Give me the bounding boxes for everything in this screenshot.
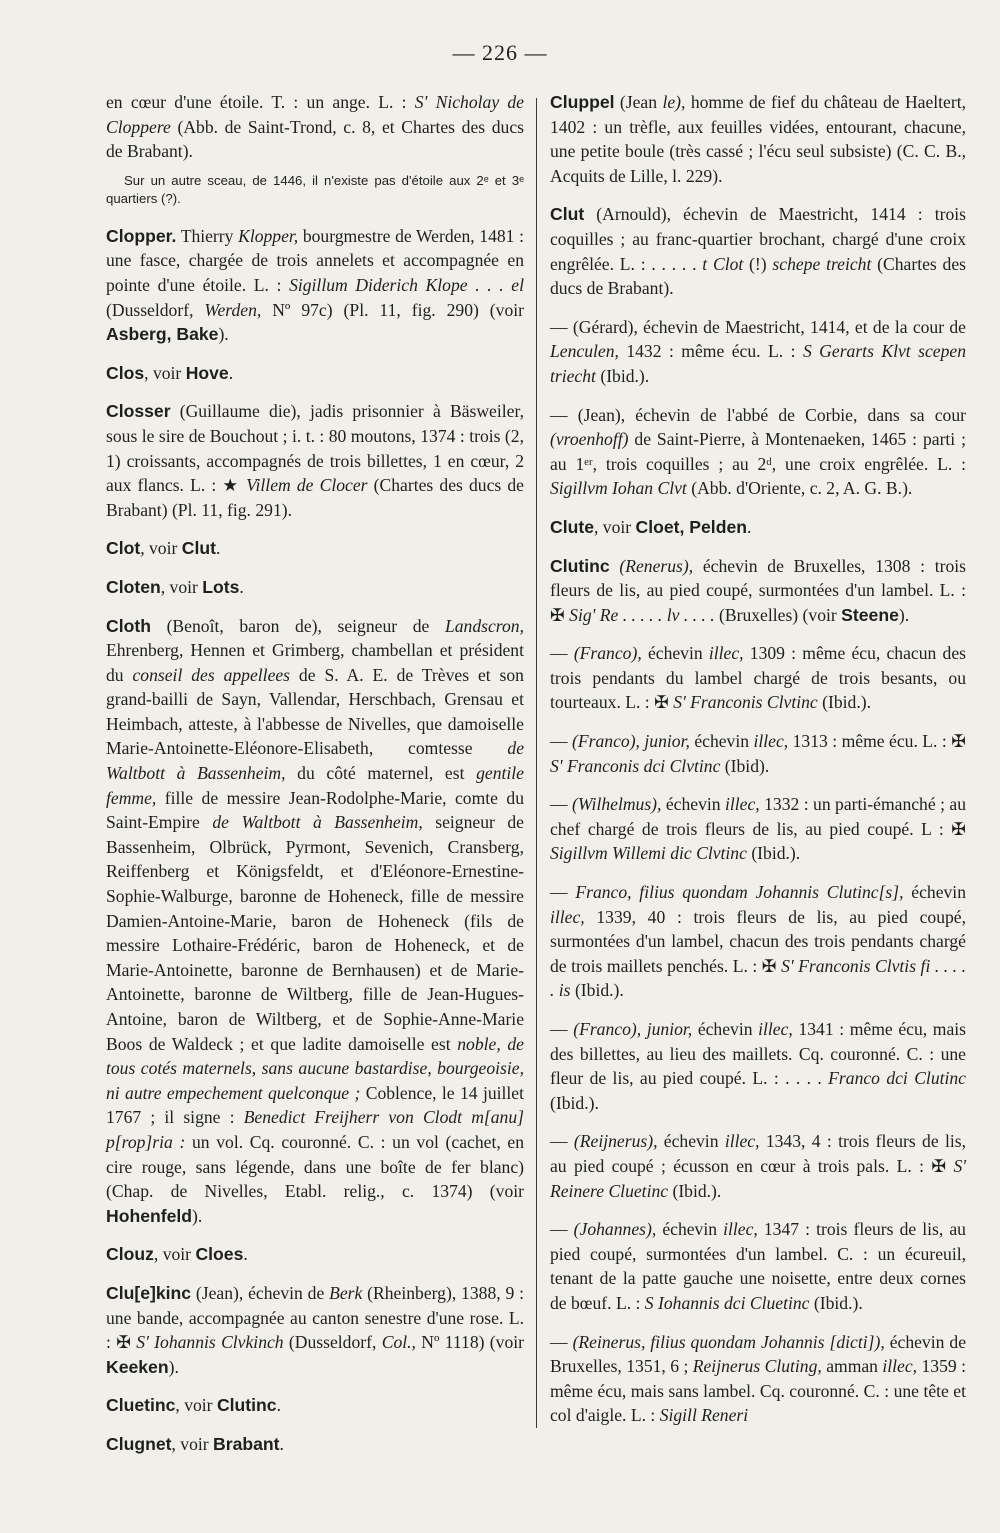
entry-text: .	[279, 1433, 284, 1454]
italic-text: (Wilhelmus),	[572, 794, 662, 815]
entry-text: échevin de Bruxelles, 1351, 6 ;	[550, 1331, 967, 1377]
footnote-paragraph	[106, 172, 524, 208]
headword: Clopper.	[106, 225, 177, 246]
entry-text: en cœur d'une étoile. T. : un ange. L. :	[106, 92, 415, 112]
entry-text: échevin	[656, 1219, 724, 1240]
dictionary-entry	[106, 224, 524, 347]
italic-text: (Franco), junior,	[572, 731, 690, 752]
entry-text: échevin	[692, 1019, 759, 1039]
entry-text: Ehrenberg, Hennen et Grimberg, chambellan et président du	[106, 640, 524, 685]
entry-text: (Ibid).	[720, 755, 770, 776]
entry-text: fille de messire Jean-Rodolphe-Marie, comte du Saint-Empire	[106, 787, 524, 833]
headword: Clut	[550, 204, 585, 225]
headword: Clugnet	[106, 1433, 172, 1454]
entry-text: (Bruxelles) (voir	[714, 604, 842, 625]
entry-text: .	[239, 576, 244, 597]
dictionary-entry	[550, 641, 966, 715]
italic-text: schepe treicht	[772, 253, 872, 274]
entry-text: de S. A. E. de Trèves et son grand-bailli de Sayn, Vallendar, Herschbach, Grensau et Heimbach, atteste, à l'abbesse de Nivelles, que damoiselle Marie-Antoinette-Eléonore-Elisabeth, comtesse	[106, 664, 524, 759]
italic-text: (Johannes),	[573, 1219, 657, 1240]
entry-text: (Jean	[614, 92, 663, 112]
entry-text: Nº 97c) (Pl. 11, fig. 290) (voir	[261, 299, 524, 320]
headword: Clot	[106, 538, 141, 559]
dictionary-entry	[106, 536, 524, 561]
italic-text: S' Reinere Cluetinc	[550, 1155, 966, 1201]
entry-text: amman	[821, 1356, 883, 1377]
italic-text: (Franco), junior,	[573, 1019, 693, 1039]
entry-text: .	[276, 1395, 281, 1416]
italic-text: le),	[662, 92, 686, 112]
entry-text: —	[550, 731, 573, 752]
dictionary-entry	[106, 90, 524, 164]
entry-text: échevin	[657, 1131, 725, 1152]
entry-text: ).	[168, 1356, 179, 1377]
italic-text: Sigillvm Willemi dic Clvtinc	[550, 843, 747, 864]
entry-text: —	[550, 1131, 574, 1152]
headword: Cluetinc	[106, 1395, 176, 1416]
entry-text: 1332 : un parti-émanché ; au chef chargé de trois fleurs de lis, au pied coupé. L : ✠	[550, 794, 966, 839]
dictionary-entry	[106, 614, 524, 1229]
headword: Hove	[185, 362, 229, 383]
italic-text: illec,	[725, 794, 760, 815]
entry-text: 1309 : même écu, chacun des trois pendants du lambel chargé de trois besants, ou tourteaux. L. : ✠	[550, 643, 966, 713]
italic-text: de Waltbott à Bassenheim,	[106, 738, 524, 784]
entry-text: échevin	[641, 643, 709, 664]
italic-text: illec,	[708, 643, 744, 664]
entry-text: 1313 : même écu. L. : ✠	[788, 731, 966, 752]
dictionary-entry	[106, 1281, 524, 1379]
headword: Clutinc	[550, 555, 610, 576]
entry-text: —	[550, 643, 574, 664]
dictionary-entry	[550, 202, 966, 300]
entry-text: (Guillaume die), jadis prisonnier à Bäsweiler, sous le sire de Bouchout ; i. t. : 80 moutons, 1374 : trois (2, 1) croissants, accompagnés de trois billettes, 1 en cœur, 2 aux flancs. L. : ★	[106, 401, 524, 496]
entry-text: Coblence, le 14 juillet 1767 ; il signe :	[106, 1082, 524, 1128]
entry-text: échevin	[689, 731, 754, 752]
headword: Clouz	[106, 1244, 154, 1265]
entry-text: , voir	[175, 1395, 217, 1416]
entry-text: échevin	[661, 794, 725, 815]
italic-text: S' Franconis Clvtinc	[673, 692, 818, 713]
entry-text: , voir	[144, 362, 186, 383]
entry-text: , voir	[160, 576, 203, 597]
italic-text: illec,	[753, 731, 789, 752]
entry-text: .	[228, 362, 234, 383]
italic-text: gentile femme,	[106, 763, 524, 808]
entry-text: homme de fief du château de Haeltert, 1402 : un trèfle, aux feuilles vidées, entourant, chacune, une petite boule (très cassé ; l'écu seul subsiste) (C. C. B., Acquits de Lille, l. 229).	[550, 92, 966, 186]
entry-text: (Ibid.).	[809, 1292, 863, 1313]
entry-text: , voir	[140, 538, 182, 559]
italic-text: Franco, filius quondam Johannis Clutinc[s],	[575, 882, 904, 903]
entry-text: échevin	[903, 882, 966, 903]
headword: Brabant	[213, 1433, 280, 1454]
headword: Clute	[550, 516, 594, 537]
headword: Cloet, Pelden	[635, 516, 747, 537]
dictionary-entry	[106, 399, 524, 522]
entry-text: — (Gérard), échevin de Maestricht, 1414, et de la cour de	[550, 316, 966, 337]
dictionary-entry	[106, 1393, 524, 1418]
italic-text: (Renerus),	[619, 555, 694, 576]
entry-text: (Abb. d'Oriente, c. 2, A. G. B.).	[686, 478, 913, 499]
entry-text: (Rheinberg), 1388, 9 : une bande, accompagnée au canton senestre d'une rose. L. : ✠	[106, 1282, 524, 1353]
entry-text: —	[550, 794, 573, 815]
entry-text: échevin de Bruxelles, 1308 : trois fleurs de lis, au pied coupé, surmontées d'un lambel. L. : ✠	[550, 555, 966, 625]
italic-text: Sigillvm Iohan Clvt	[550, 478, 687, 499]
italic-text: (vroenhoff)	[550, 429, 629, 450]
italic-text: Landscron,	[444, 615, 524, 636]
entry-text: (Jean), échevin de	[191, 1282, 330, 1303]
entry-text: Sur un autre sceau, de 1446, il n'existe pas d'étoile aux 2ᵉ et 3ᵉ quartiers (?).	[106, 172, 524, 206]
dictionary-entry	[106, 1242, 524, 1267]
italic-text: Franco dci Clutinc	[828, 1068, 966, 1089]
entry-text: —	[550, 1019, 574, 1039]
entry-text: (Ibid.).	[550, 1092, 599, 1113]
entry-text: 1347 : trois fleurs de lis, au pied coupé, surmontées d'un lambel. C. : un écureuil, tenant de la patte gauche une noisette, entre deux cornes de bœuf. L. :	[550, 1219, 966, 1313]
italic-text: t Clot	[702, 253, 744, 274]
dictionary-entry	[550, 880, 966, 1003]
dictionary-entry	[550, 1217, 966, 1315]
entry-text: 1359 : même écu, mais sans lambel. Cq. couronné. C. : une tête et col d'aigle. L. :	[550, 1356, 966, 1426]
italic-text: illec,	[758, 1019, 793, 1039]
page-number: — 226 —	[452, 40, 548, 65]
italic-text: S' Franconis Clvtis fi . . . . . is	[550, 955, 966, 1001]
italic-text: Benedict Freijherr von Clodt m[anu] p[rop]ria :	[106, 1107, 524, 1152]
entry-text: (Dusseldorf,	[106, 299, 205, 320]
italic-text: S Gerarts Klvt scepen triecht	[550, 341, 967, 386]
headword: Cloten	[106, 576, 161, 597]
entry-text: ).	[192, 1205, 203, 1226]
dictionary-entry	[106, 1432, 524, 1457]
italic-text: S' Franconis dci Clvtinc	[550, 755, 721, 776]
dictionary-entry	[550, 729, 966, 778]
headword: Asberg, Bake	[106, 324, 219, 345]
entry-text: Nº 1118) (voir	[415, 1332, 525, 1353]
entry-text: .	[746, 516, 752, 537]
entry-text: 1343, 4 : trois fleurs de lis, au pied coupé ; écusson en cœur à trois pals. L. : ✠	[550, 1131, 966, 1176]
italic-text: Sig' Re . . . . . lv . . . .	[569, 604, 715, 625]
column-divider	[536, 98, 537, 1428]
entry-text: 1339, 40 : trois fleurs de lis, au pied coupé, surmontées d'un lambel, chacun des trois pendants chargé de trois maillets penchés. L. : ✠	[550, 906, 966, 976]
headword: Closser	[106, 401, 171, 422]
entry-text: (Dusseldorf,	[283, 1332, 382, 1353]
italic-text: illec,	[882, 1356, 918, 1377]
entry-text: (Benoît, baron de), seigneur de	[150, 615, 445, 636]
italic-text: conseil des appellees	[132, 664, 291, 685]
entry-text: bourgmestre de Werden, 1481 : une fasce, chargée de trois annelets et accompagnée en pointe d'une étoile. L. :	[106, 225, 524, 295]
dictionary-entry	[550, 315, 966, 389]
italic-text: de Waltbott à Bassenheim,	[212, 812, 423, 833]
entry-text: (Ibid.).	[595, 365, 650, 386]
dictionary-entry	[550, 1017, 966, 1115]
italic-text: Lenculen,	[550, 341, 619, 362]
headword: Cloes	[195, 1244, 244, 1265]
entry-text: —	[550, 1331, 573, 1352]
entry-text: (!)	[743, 253, 773, 274]
entry-text: seigneur de Bassenheim, Olbrück, Pyrmont, Sevenich, Cransberg, Reiffenberg et Königsfeldt, et d'Eléonore-Ernestine-Sophie-Walburge, baronne de Hoheneck, fille de messire Damien-Antoine-Marie, baron de Hoheneck (fils de messire Lothaire-Frédéric, baron de Hoheneck, et de Marie-Antoinette, baronne de Bernhausen) et de Marie-Antoinette, baronne de Wiltberg, fille de Jean-Hugues-Antoine, baron de Wiltberg, et de Sophie-Anne-Marie Boos de Waldeck ; et que ladite damoiselle est	[106, 812, 524, 1054]
headword: Clu[e]kinc	[106, 1282, 192, 1303]
entry-text: (Ibid.).	[570, 980, 624, 1001]
entry-text: — (Jean), échevin de l'abbé de Corbie, dans sa cour	[550, 404, 966, 425]
headword: Cluppel	[550, 92, 615, 112]
italic-text: Sigill Reneri	[659, 1405, 749, 1426]
headword: Lots	[202, 576, 240, 597]
headword: Clos	[106, 362, 145, 383]
entry-text: 1341 : même écu, mais des billettes, au lieu des maillets. Cq. couronné. C. : une fleur de lis, au pied coupé. L. : . . . .	[550, 1019, 966, 1089]
entry-text: , voir	[593, 516, 636, 537]
entry-text: .	[215, 538, 221, 559]
entry-text: Thierry	[176, 225, 239, 246]
entry-text: ).	[218, 324, 229, 345]
entry-text: .	[243, 1244, 248, 1265]
headword: Clutinc	[216, 1395, 277, 1416]
italic-text: noble, de tous cotés maternels, sans aucune bastardise, bourgeoisie, ni autre empechement quelconque ;	[106, 1033, 524, 1103]
entry-text: de Saint-Pierre, à Montenaeken, 1465 : parti ; au 1ᵉʳ, trois coquilles ; au 2ᵈ, une croix engrêlée. L. :	[550, 429, 966, 474]
entry-text: (Ibid.).	[668, 1180, 722, 1201]
italic-text: Berk	[329, 1282, 363, 1303]
entry-text: (Ibid.).	[817, 692, 871, 713]
italic-text: Werden,	[204, 299, 262, 320]
entry-text: —	[550, 1219, 574, 1240]
italic-text: illec,	[724, 1131, 760, 1152]
dictionary-entry	[550, 515, 966, 540]
left-column	[106, 90, 524, 1471]
italic-text: S' Nicholay de Cloppere	[106, 92, 524, 137]
entry-text: (Chartes des ducs de Brabant) (Pl. 11, fig. 291).	[106, 475, 524, 520]
right-column	[550, 90, 966, 1442]
entry-text: du côté maternel, est	[285, 763, 477, 784]
dictionary-entry	[550, 1330, 966, 1428]
entry-text: un vol. Cq. couronné. C. : un vol (cachet, en cire rouge, sans légende, dans une boîte de fer blanc) (Chap. de Nivelles, Etabl. relig., c. 1374) (voir	[106, 1131, 524, 1202]
italic-text: S Iohannis dci Cluetinc	[644, 1292, 810, 1313]
italic-text: illec,	[550, 906, 585, 927]
entry-text: (Chartes des ducs de Brabant).	[550, 253, 966, 299]
entry-text: , voir	[153, 1244, 196, 1265]
entry-text: —	[550, 882, 576, 903]
italic-text: illec,	[723, 1219, 758, 1240]
italic-text: Villem de Clocer	[246, 475, 368, 496]
italic-text: Reijnerus Cluting,	[692, 1356, 822, 1377]
entry-text: (Abb. de Saint-Trond, c. 8, et Chartes des ducs de Brabant).	[106, 116, 524, 162]
entry-text	[610, 556, 620, 576]
headword: Steene	[841, 604, 899, 625]
dictionary-entry	[550, 90, 966, 188]
italic-text: Col.,	[381, 1332, 416, 1353]
headword: Cloth	[106, 615, 151, 636]
dictionary-entry	[106, 361, 524, 386]
dictionary-entry	[550, 403, 966, 501]
dictionary-entry	[106, 575, 524, 600]
entry-text: , voir	[171, 1433, 214, 1454]
entry-text: (Ibid.).	[746, 843, 801, 864]
dictionary-entry	[550, 1129, 966, 1203]
italic-text: (Reinerus, filius quondam Johannis [dicti]),	[572, 1331, 885, 1352]
italic-text: (Reijnerus),	[573, 1131, 658, 1152]
italic-text: Sigillum Diderich Klope . . . el	[289, 274, 525, 295]
entry-text: (Arnould), échevin de Maestricht, 1414 : trois coquilles ; au franc-quartier brochant, chargé d'une croix engrêlée. L. : . . . . .	[550, 204, 966, 274]
dictionary-entry	[550, 792, 966, 866]
headword: Hohenfeld	[106, 1205, 193, 1226]
italic-text: S' Iohannis Clvkinch	[136, 1332, 284, 1353]
headword: Clut	[181, 538, 216, 559]
italic-text: Klopper,	[238, 225, 299, 246]
headword: Keeken	[106, 1356, 169, 1377]
entry-text: 1432 : même écu. L. :	[618, 341, 803, 362]
entry-text: ).	[898, 604, 910, 625]
dictionary-entry	[550, 554, 966, 628]
italic-text: (Franco),	[573, 643, 642, 664]
